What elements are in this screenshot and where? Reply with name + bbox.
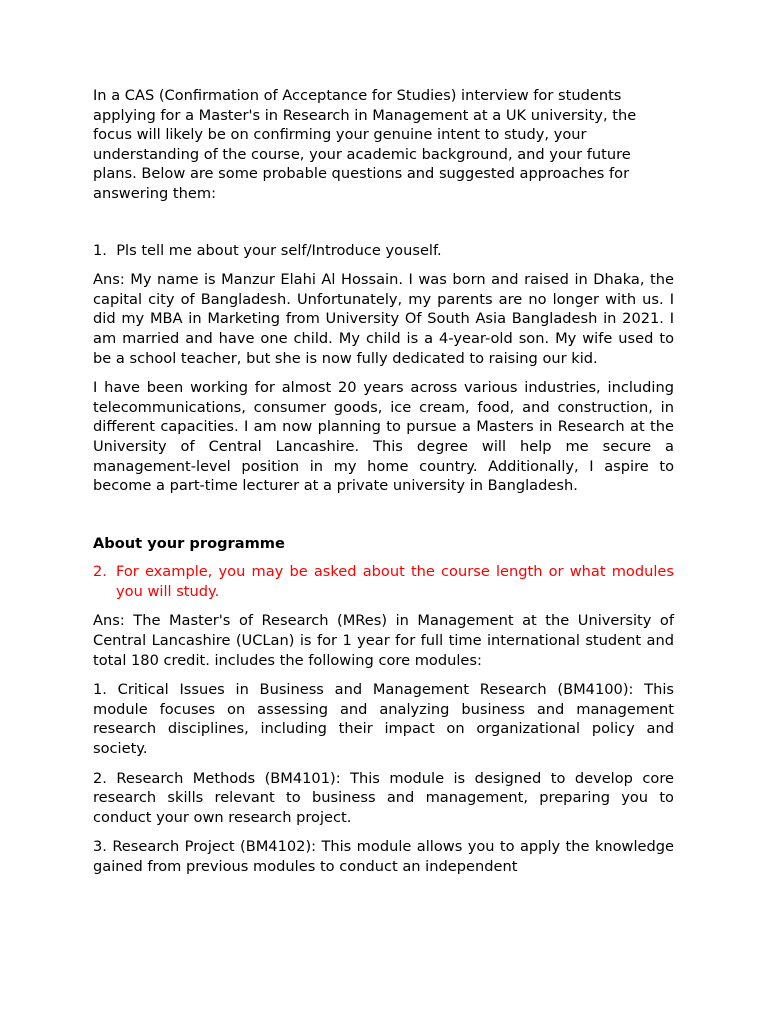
question-2 bbox=[93, 562, 674, 601]
answer-1-paragraph-2: I have been working for almost 20 years across various industries, including telecommunications, consumer goods, ice cream, food, and construction, in different capacities. I am now planning to pursue a Masters in Research at the University of Central Lancashire. This degree will help me secure a management-level position in my home country. Additionally, I aspire to become a part-time lecturer at a private university in Bangladesh. bbox=[93, 379, 674, 495]
module-item: 3. Research Project (BM4102): This module allows you to apply the knowledge gained from previous modules to conduct an independent bbox=[93, 838, 674, 875]
question-2-text: For example, you may be asked about the course length or what modules you will study. bbox=[116, 563, 674, 600]
section-title: About your programme bbox=[93, 534, 285, 552]
question-2-number: 2. bbox=[93, 563, 107, 581]
answer-1-paragraph-1: Ans: My name is Manzur Elahi Al Hossain. I was born and raised in Dhaka, the capital city of Bangladesh. Unfortunately, my parents are no longer with us. I did my MBA in Marketing from University Of South Asia Bangladesh in 2021. I am married and have one child. My child is a 4-year-old son. My wife used to be a school teacher, but she is now fully dedicated to raising our kid. bbox=[93, 271, 674, 367]
answer-2-paragraph: Ans: The Master's of Research (MRes) in Management at the University of Central Lancashire (UCLan) is for 1 year for full time international student and total 180 credit. includes the following core modules: bbox=[93, 612, 674, 669]
intro-paragraph: In a CAS (Confirmation of Acceptance for Studies) interview for students applying for a Master's in Research in Management at a UK university, the focus will likely be on confirming your genuine intent to study, your understanding of the course, your academic background, and your future plans. Below are some probable questions and suggested approaches for answering them: bbox=[93, 87, 637, 202]
document-page bbox=[93, 86, 674, 876]
question-1-text: Pls tell me about your self/Introduce youself. bbox=[116, 241, 442, 259]
module-item: 2. Research Methods (BM4101): This module is designed to develop core research skills relevant to business and management, preparing you to conduct your own research project. bbox=[93, 769, 674, 826]
module-item: 1. Critical Issues in Business and Management Research (BM4100): This module focuses on assessing and analyzing business and management research disciplines, including their impact on organizational policy and society. bbox=[93, 681, 674, 758]
question-1 bbox=[93, 241, 674, 261]
question-1-number: 1. bbox=[93, 241, 107, 259]
